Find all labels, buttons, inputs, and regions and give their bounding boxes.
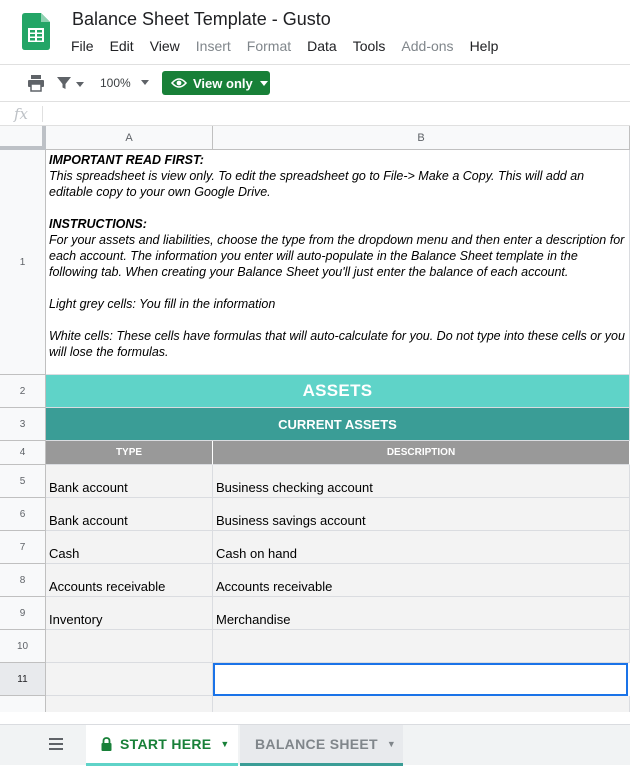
description-cell[interactable]: Accounts receivable bbox=[213, 564, 630, 597]
filter-chevron-down-icon[interactable] bbox=[76, 82, 84, 87]
menu-tools[interactable]: Tools bbox=[352, 38, 386, 54]
menu-edit[interactable]: Edit bbox=[109, 38, 134, 54]
eye-icon bbox=[171, 77, 187, 89]
toolbar bbox=[0, 64, 630, 102]
type-column-header[interactable]: TYPE bbox=[46, 441, 213, 465]
sheet-tab-start-here[interactable] bbox=[86, 725, 238, 766]
view-only-button[interactable] bbox=[162, 71, 270, 95]
grid-bottom-edge bbox=[0, 712, 630, 724]
document-title[interactable]: Balance Sheet Template - Gusto bbox=[72, 9, 331, 29]
lock-icon bbox=[101, 737, 112, 751]
spreadsheet-grid bbox=[0, 126, 630, 712]
chevron-down-icon[interactable]: ▼ bbox=[386, 739, 397, 749]
formula-bar-divider bbox=[42, 106, 43, 122]
type-cell[interactable]: Bank account bbox=[46, 498, 213, 531]
row-header[interactable]: 6 bbox=[0, 498, 46, 531]
zoom-chevron-down-icon[interactable] bbox=[141, 80, 149, 85]
description-cell[interactable]: Cash on hand bbox=[213, 531, 630, 564]
grey-cells-note: Light grey cells: You fill in the information bbox=[49, 297, 276, 311]
sheet-tab-bar bbox=[0, 724, 630, 765]
print-icon[interactable] bbox=[27, 74, 45, 92]
type-cell[interactable]: Cash bbox=[46, 531, 213, 564]
sheet-tab-label: START HERE bbox=[120, 736, 212, 752]
chevron-down-icon[interactable]: ▼ bbox=[220, 739, 230, 749]
chevron-down-icon bbox=[260, 81, 268, 86]
menu-help[interactable]: Help bbox=[469, 38, 499, 54]
row-header[interactable]: 5 bbox=[0, 465, 46, 498]
selected-cell[interactable] bbox=[213, 663, 628, 696]
sheet-tab-label: BALANCE SHEET bbox=[255, 736, 378, 752]
formula-bar bbox=[0, 102, 630, 126]
fx-icon: fx bbox=[14, 105, 29, 123]
type-cell[interactable] bbox=[46, 630, 213, 663]
menu-data[interactable]: Data bbox=[307, 38, 337, 54]
row-header[interactable]: 10 bbox=[0, 630, 46, 663]
description-cell[interactable]: Business checking account bbox=[213, 465, 630, 498]
row-header[interactable]: 11 bbox=[0, 663, 46, 696]
menu-bar bbox=[71, 38, 514, 54]
menu-insert[interactable]: Insert bbox=[195, 38, 231, 54]
type-cell[interactable]: Bank account bbox=[46, 465, 213, 498]
description-cell[interactable]: Business savings account bbox=[213, 498, 630, 531]
row-header[interactable]: 8 bbox=[0, 564, 46, 597]
current-assets-header[interactable]: CURRENT ASSETS bbox=[46, 408, 630, 441]
instructions-cell[interactable] bbox=[46, 150, 630, 375]
all-sheets-menu-icon[interactable] bbox=[49, 738, 63, 750]
menu-view[interactable]: View bbox=[149, 38, 180, 54]
description-cell[interactable] bbox=[213, 630, 630, 663]
title-bar bbox=[0, 0, 630, 64]
description-cell[interactable]: Merchandise bbox=[213, 597, 630, 630]
zoom-select[interactable]: 100% bbox=[100, 76, 131, 90]
menu-file[interactable]: File bbox=[71, 38, 94, 54]
row-header[interactable]: 4 bbox=[0, 441, 46, 465]
row-header[interactable]: 9 bbox=[0, 597, 46, 630]
type-cell[interactable]: Inventory bbox=[46, 597, 213, 630]
row-header[interactable]: 3 bbox=[0, 408, 46, 441]
menu-addons[interactable]: Add-ons bbox=[401, 38, 454, 54]
important-heading: IMPORTANT READ FIRST: bbox=[49, 153, 204, 167]
instructions-heading: INSTRUCTIONS: bbox=[49, 217, 147, 231]
select-all-corner[interactable] bbox=[0, 126, 46, 150]
type-cell[interactable] bbox=[46, 663, 213, 696]
row-header[interactable]: 1 bbox=[0, 150, 46, 375]
column-header-a[interactable]: A bbox=[46, 126, 213, 150]
view-only-note: This spreadsheet is view only. To edit the spreadsheet go to File-> Make a Copy. This will add an editable copy to your own Google Drive. bbox=[49, 169, 585, 199]
white-cells-note: White cells: These cells have formulas that will auto-calculate for you. Do not type into these cells or you will lose the formulas. bbox=[49, 329, 625, 359]
sheet-tab-balance-sheet[interactable] bbox=[240, 725, 403, 766]
view-only-label: View only bbox=[193, 75, 253, 91]
menu-format[interactable]: Format bbox=[246, 38, 292, 54]
column-header-b[interactable]: B bbox=[213, 126, 630, 150]
filter-icon[interactable] bbox=[56, 74, 72, 92]
google-sheets-logo-icon[interactable] bbox=[22, 13, 50, 50]
description-column-header[interactable]: DESCRIPTION bbox=[213, 441, 630, 465]
row-header[interactable]: 2 bbox=[0, 375, 46, 408]
instructions-text: For your assets and liabilities, choose the type from the dropdown menu and then enter a description for each account. The information you enter will auto-populate in the Balance Sheet template in the following tab. When creating your Balance Sheet you'll just enter the balance of each account. bbox=[49, 233, 625, 279]
type-cell[interactable]: Accounts receivable bbox=[46, 564, 213, 597]
assets-header[interactable]: ASSETS bbox=[46, 375, 630, 408]
row-header[interactable]: 7 bbox=[0, 531, 46, 564]
